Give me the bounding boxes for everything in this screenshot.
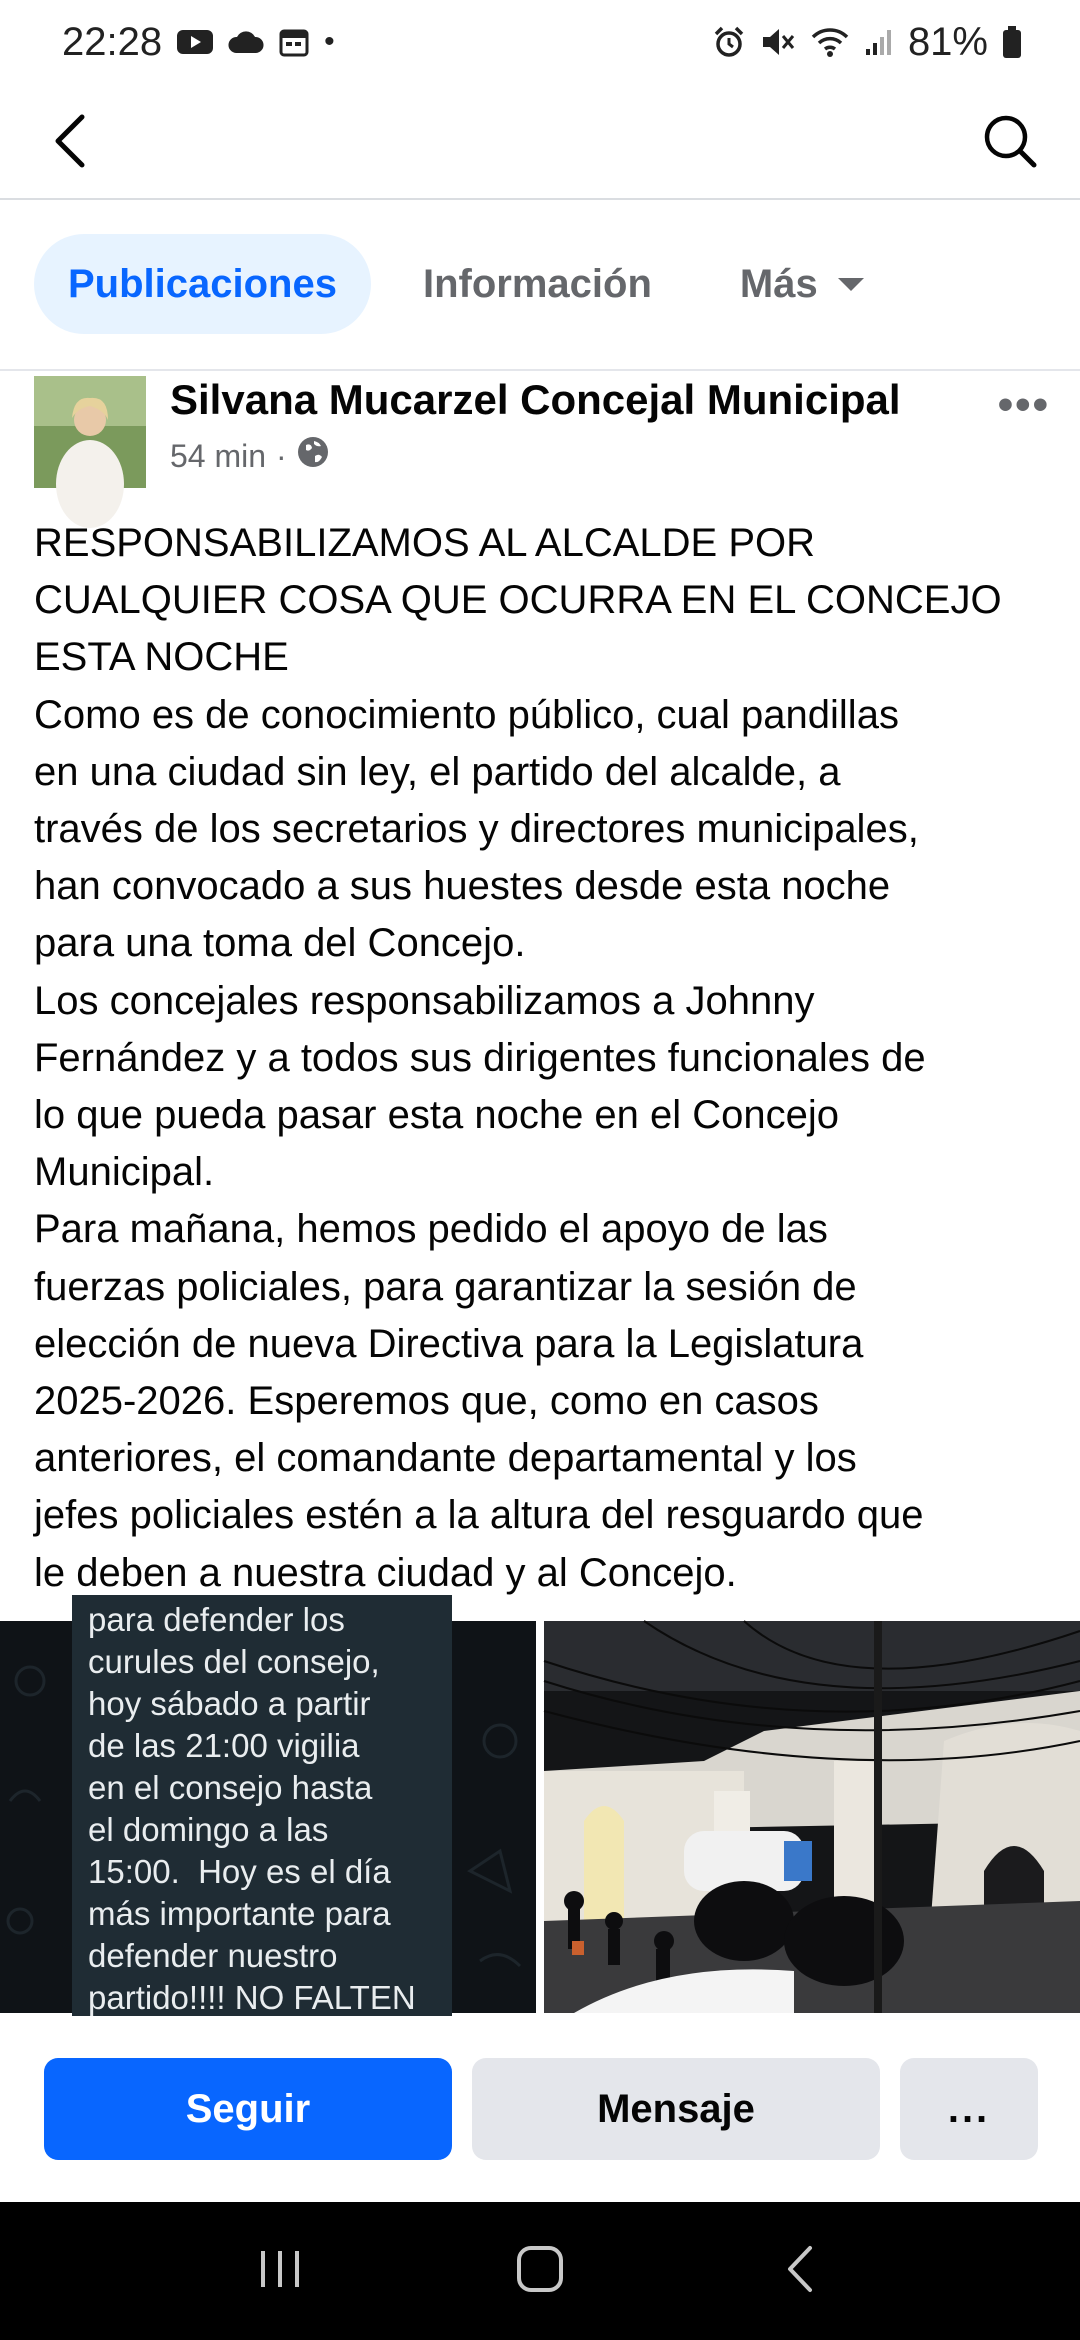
back-icon [782, 2244, 818, 2299]
post-line: RESPONSABILIZAMOS AL ALCALDE POR [34, 521, 816, 565]
cloud-icon [228, 29, 264, 55]
wifi-icon [810, 26, 850, 58]
system-nav-bar [0, 2202, 1080, 2340]
post-line: en una ciudad sin ley, el partido del alcalde, a [34, 749, 841, 794]
post-line: 2025-2026. Esperemos que, como en casos [34, 1379, 819, 1424]
calendar-icon [278, 26, 310, 58]
notification-dot: • [324, 25, 335, 58]
app-bar [0, 84, 1080, 200]
post-line: ESTA NOCHE [34, 635, 289, 680]
post-line: jefes policiales estén a la altura del resguardo que [34, 1493, 924, 1538]
message-button[interactable]: Mensaje [472, 2058, 880, 2160]
system-back-button[interactable] [740, 2221, 860, 2321]
post-header [0, 376, 1080, 496]
post-line: CUALQUIER COSA QUE OCURRA EN EL CONCEJO [34, 578, 1002, 623]
mute-icon [760, 26, 796, 58]
post-time[interactable]: 54 min [170, 437, 267, 474]
tab-label: Publicaciones [68, 261, 337, 306]
post-line: para una toma del Concejo. [34, 921, 526, 966]
post-line: Como es de conocimiento público, cual pandillas [34, 692, 899, 737]
post-line: Municipal. [34, 1150, 215, 1195]
status-right [712, 20, 1022, 65]
tab-publicaciones[interactable] [34, 234, 371, 334]
recents-button[interactable] [220, 2221, 340, 2321]
tab-informacion[interactable] [389, 234, 686, 334]
alarm-icon [712, 25, 746, 59]
search-icon [982, 113, 1038, 174]
divider [0, 369, 1080, 371]
post-text [34, 515, 1054, 1602]
post-line: Los concejales responsabilizamos a Johnny [34, 978, 815, 1023]
back-button[interactable] [40, 108, 100, 178]
caret-down-icon [838, 278, 864, 291]
post-line: han convocado a sus huestes desde esta noche [34, 864, 891, 909]
battery-percent: 81% [907, 19, 988, 64]
chevron-left-icon [52, 113, 88, 174]
post-meta [170, 436, 329, 476]
action-bar [0, 2016, 1080, 2202]
youtube-icon [176, 28, 214, 56]
status-time: 22:28 [62, 19, 163, 64]
status-bar [0, 0, 1080, 84]
post-line: elección de nueva Directiva para la Legislatura [34, 1321, 864, 1366]
post-line: fuerzas policiales, para garantizar la sesión de [34, 1264, 857, 1309]
search-button[interactable] [976, 108, 1044, 178]
status-left [62, 20, 335, 65]
battery-icon [1002, 25, 1022, 59]
chat-screenshot-image[interactable] [0, 1601, 536, 2016]
post-line: Fernández y a todos sus dirigentes funcionales de [34, 1035, 926, 1080]
post-line: lo que pueda pasar esta noche en el Concejo [34, 1093, 840, 1138]
home-icon [514, 2243, 566, 2300]
chat-message-text: para defender los curules del consejo, hoy sábado a partir de las 21:00 vigilia en el consejo hasta el domingo a las 15:00. Hoy es el día más importante para defender nuestro partido!!!! NO FALTEN [88, 1601, 416, 2016]
globe-icon [297, 436, 329, 476]
post-line: través de los secretarios y directores municipales, [34, 807, 919, 852]
post-line: Para mañana, hemos pedido el apoyo de las [34, 1207, 828, 1252]
follow-button[interactable]: Seguir [44, 2058, 452, 2160]
avatar[interactable] [34, 376, 146, 488]
post-media [0, 1601, 1080, 2016]
tab-label: Información [422, 261, 652, 306]
profile-tabs [34, 232, 912, 336]
recents-icon [255, 2247, 305, 2296]
night-street-image[interactable] [544, 1621, 1080, 2013]
post-line: le deben a nuestra ciudad y al Concejo. [34, 1550, 737, 1595]
home-button[interactable] [480, 2221, 600, 2321]
more-actions-button[interactable]: ... [900, 2058, 1038, 2160]
post-line: anteriores, el comandante departamental y los [34, 1436, 857, 1481]
signal-icon [864, 27, 894, 57]
tab-label: Más [739, 261, 818, 306]
meta-separator: · [276, 437, 287, 474]
post-more-button[interactable]: ••• [997, 380, 1050, 429]
author-name[interactable]: Silvana Mucarzel Concejal Municipal [170, 376, 901, 423]
tab-mas[interactable] [706, 234, 898, 334]
